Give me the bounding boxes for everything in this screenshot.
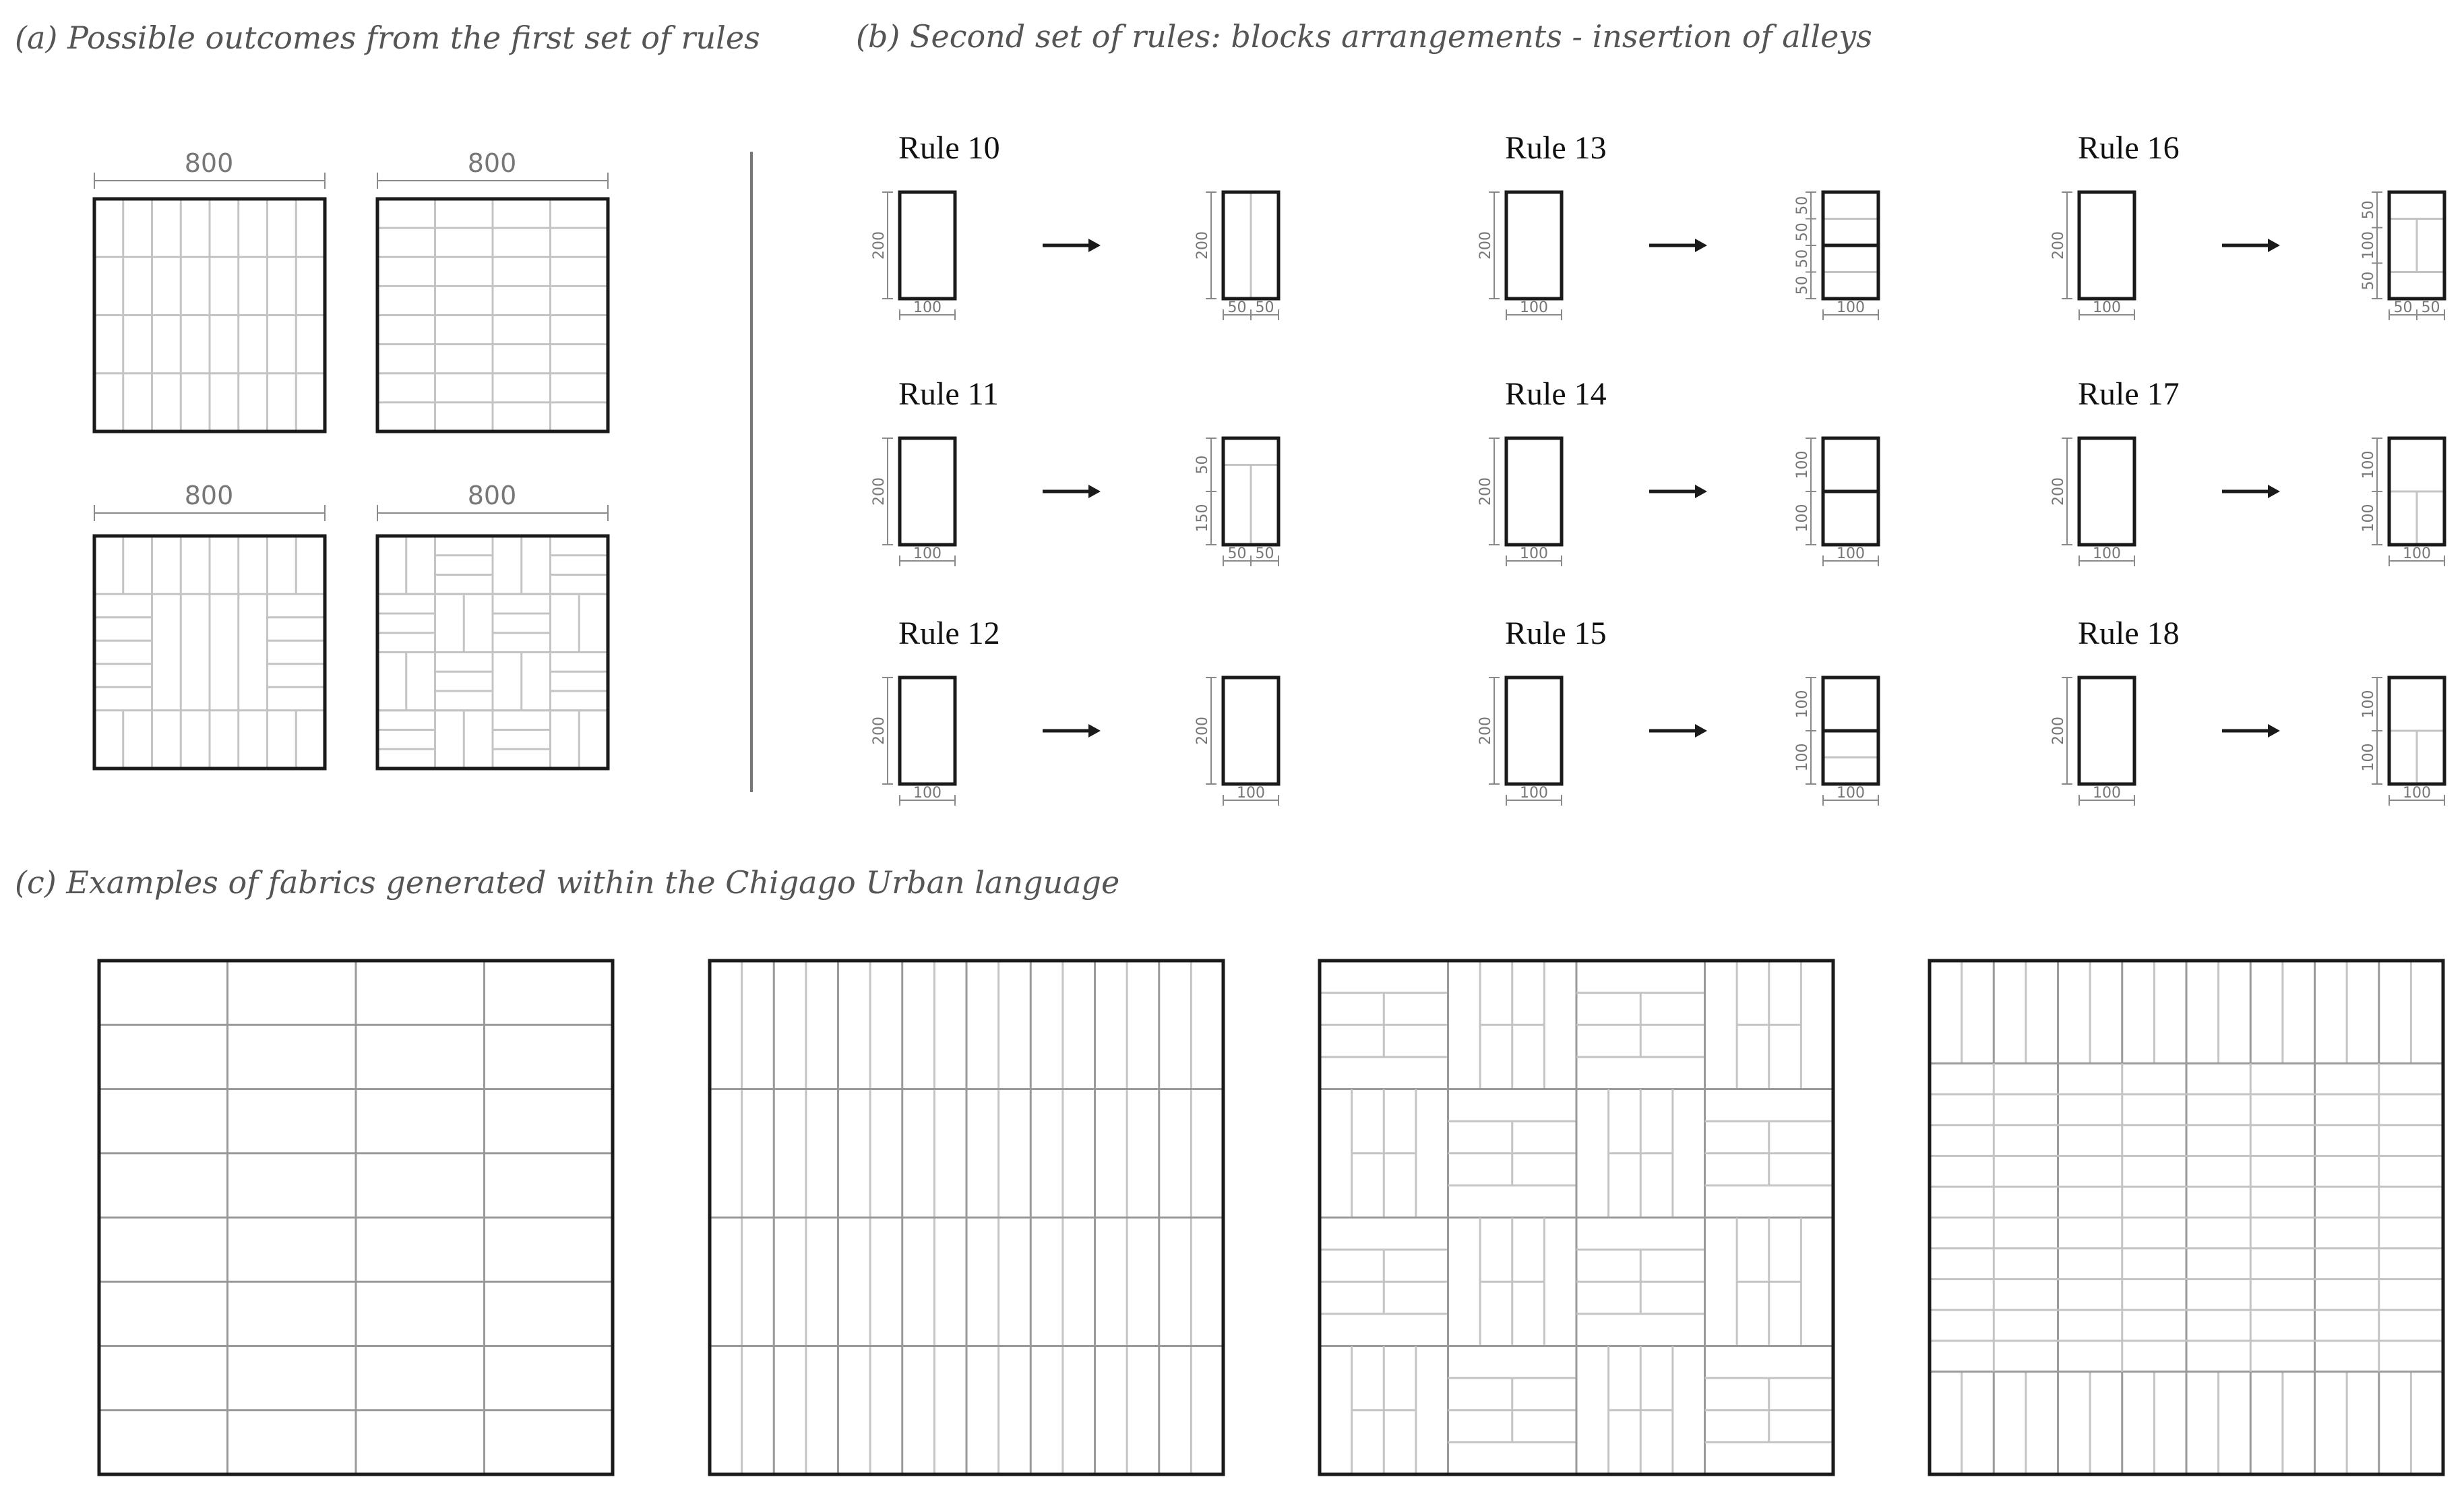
dimension-label: 100 [1520, 545, 1548, 562]
dimension-label: 200 [1194, 717, 1211, 745]
arrow-head [1088, 485, 1101, 498]
dimension-label: 200 [1477, 231, 1494, 260]
rule-17 [2050, 376, 2444, 566]
rule-title: Rule 13 [1505, 130, 1607, 166]
dimension-label: 100 [913, 545, 942, 562]
dimension-label: 100 [1794, 504, 1811, 533]
dimension-label: 50 [1255, 299, 1274, 316]
arrow-head [2268, 724, 2280, 738]
arrow-head [1695, 485, 1707, 498]
rule-10 [871, 130, 1279, 320]
arrow-head [1695, 724, 1707, 738]
weave-cell [435, 536, 493, 594]
rule-input-block [900, 438, 955, 545]
dimension-label: 100 [1520, 785, 1548, 802]
rule-14 [1477, 376, 1878, 566]
dimension-label: 50 [1194, 455, 1211, 475]
dimension-label: 100 [1794, 690, 1811, 719]
dimension-label: 200 [1477, 717, 1494, 745]
dimension-label: 150 [1194, 504, 1211, 533]
dimension-label: 50 [2393, 299, 2413, 316]
dimension-label: 100 [2360, 504, 2377, 533]
rule-12 [871, 615, 1279, 806]
rule-input-block [2079, 678, 2134, 784]
dimension-label: 50 [1227, 299, 1247, 316]
dimension-label: 100 [1794, 450, 1811, 479]
rule-input-block [2079, 192, 2134, 299]
rule-13 [1477, 130, 1878, 320]
dimension-label: 50 [2421, 299, 2440, 316]
dimension-label: 100 [913, 299, 942, 316]
rule-title: Rule 18 [2078, 615, 2180, 651]
dimension-label: 100 [1837, 545, 1865, 562]
outcome-3-width-label: 800 [184, 481, 234, 510]
dimension-label: 200 [2050, 477, 2067, 506]
rule-input-block [2079, 438, 2134, 545]
dimension-label: 100 [2360, 743, 2377, 772]
weave-cell [377, 594, 435, 652]
rule-input-block [900, 192, 955, 299]
rule-title: Rule 17 [2078, 376, 2180, 412]
dimension-label: 200 [871, 231, 888, 260]
caption-b: (b) Second set of rules: blocks arrangements - insertion of alleys [856, 18, 1872, 55]
weave-cell [435, 653, 493, 711]
dimension-label: 50 [2360, 200, 2377, 220]
rule-16 [2050, 130, 2444, 320]
arrow-head [2268, 485, 2280, 498]
rules-grid [871, 130, 2444, 806]
dimension-label: 100 [2403, 785, 2431, 802]
outcome-1-width-label: 800 [184, 148, 234, 178]
caption-c: (c) Examples of fabrics generated within the Chigago Urban language [15, 864, 1120, 901]
weave-cell [493, 594, 551, 652]
arrow-head [1088, 239, 1101, 252]
dimension-label: 100 [2360, 231, 2377, 260]
rule-11 [871, 376, 1279, 566]
dimension-label: 200 [2050, 231, 2067, 260]
outcome-2-width-label: 800 [467, 148, 517, 178]
outcome-panels [94, 148, 608, 769]
rule-input-block [900, 678, 955, 784]
rule-title: Rule 10 [898, 130, 1000, 166]
weave-cell [377, 711, 435, 769]
rule-title: Rule 14 [1505, 376, 1607, 412]
outcome-4-width-label: 800 [467, 481, 517, 510]
dimension-label: 100 [2093, 545, 2121, 562]
rule-title: Rule 12 [898, 615, 1000, 651]
dimension-label: 50 [1255, 545, 1274, 562]
dimension-label: 100 [1837, 299, 1865, 316]
dimension-label: 100 [1837, 785, 1865, 802]
dimension-label: 50 [2360, 271, 2377, 291]
dimension-label: 200 [871, 717, 888, 745]
dimension-label: 200 [2050, 717, 2067, 745]
arrow-head [2268, 239, 2280, 252]
dimension-label: 50 [1794, 249, 1811, 268]
rule-input-block [1506, 678, 1562, 784]
dimension-label: 100 [2360, 450, 2377, 479]
rule-15 [1477, 615, 1878, 806]
dimension-label: 100 [2093, 299, 2121, 316]
rule-title: Rule 11 [898, 376, 999, 412]
weave-cell [551, 536, 609, 594]
dimension-label: 50 [1794, 276, 1811, 295]
dimension-label: 50 [1794, 222, 1811, 242]
arrow-head [1695, 239, 1707, 252]
weave-cell [493, 711, 551, 769]
dimension-label: 100 [2093, 785, 2121, 802]
dimension-label: 100 [2403, 545, 2431, 562]
dimension-label: 200 [1477, 477, 1494, 506]
dimension-label: 50 [1227, 545, 1247, 562]
dimension-label: 100 [1794, 743, 1811, 772]
dimension-label: 100 [1520, 299, 1548, 316]
dimension-label: 50 [1794, 196, 1811, 215]
dimension-label: 200 [1194, 231, 1211, 260]
rule-input-block [1506, 438, 1562, 545]
rule-title: Rule 16 [2078, 130, 2180, 166]
arrow-head [1088, 724, 1101, 738]
fabric-examples [99, 961, 2443, 1474]
caption-a: (a) Possible outcomes from the first set of rules [15, 20, 760, 56]
dimension-label: 100 [913, 785, 942, 802]
dimension-label: 100 [2360, 690, 2377, 719]
dimension-label: 100 [1237, 785, 1265, 802]
dimension-label: 200 [871, 477, 888, 506]
rule-title: Rule 15 [1505, 615, 1607, 651]
rule-18 [2050, 615, 2444, 806]
rule-output-block [1223, 678, 1279, 784]
rule-input-block [1506, 192, 1562, 299]
weave-cell [551, 653, 609, 711]
